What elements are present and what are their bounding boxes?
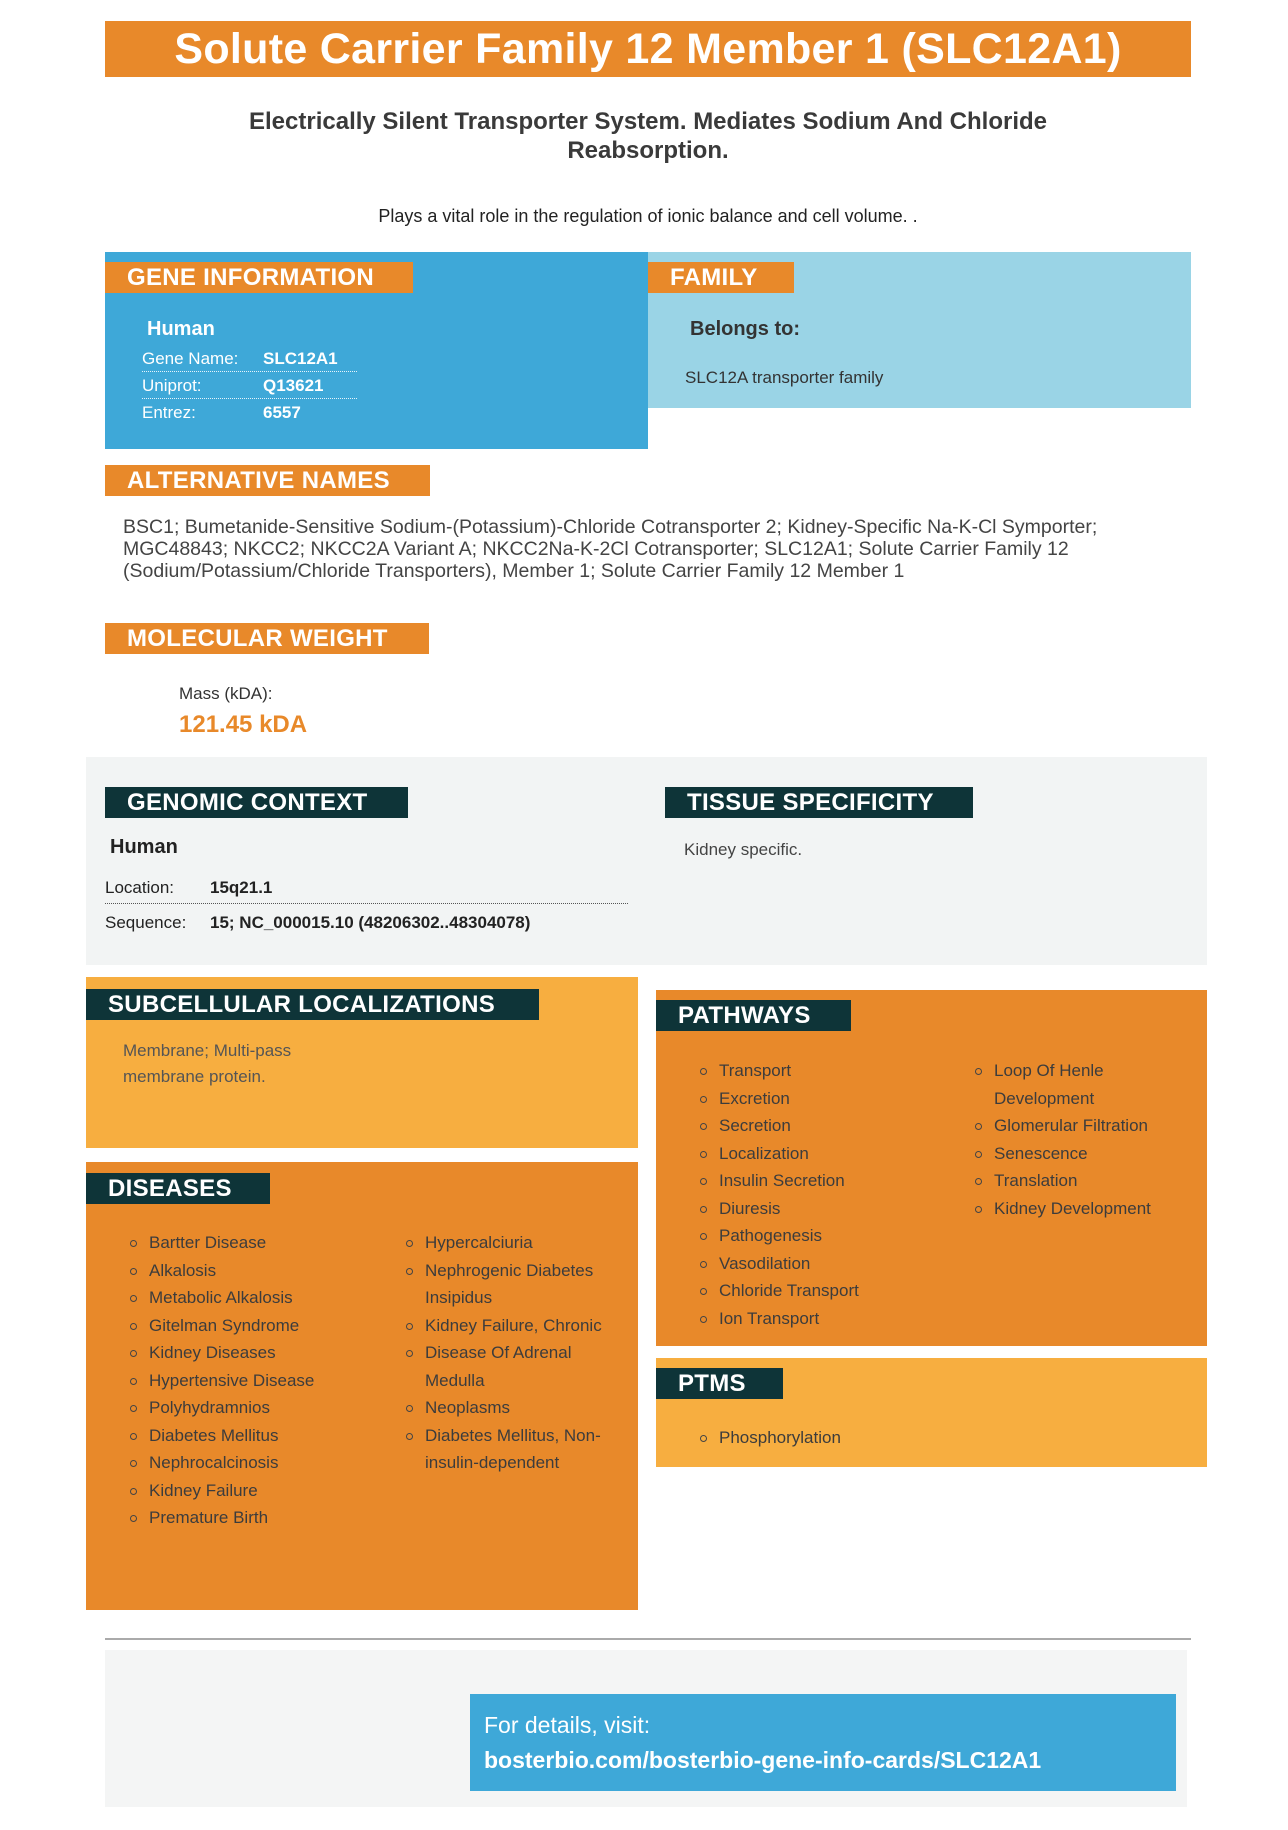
- list-item: Transport: [699, 1057, 934, 1085]
- list-item: Translation: [974, 1167, 1189, 1195]
- gene-species: Human: [147, 318, 215, 340]
- tissue-specificity-header: TISSUE SPECIFICITY: [665, 787, 973, 818]
- list-item: Hypertensive Disease: [129, 1367, 379, 1395]
- description: Plays a vital role in the regulation of ionic balance and cell volume. .: [378, 206, 918, 226]
- list-item: Bartter Disease: [129, 1229, 379, 1257]
- diseases-list-left: [129, 1229, 379, 1532]
- list-item: Alkalosis: [129, 1257, 379, 1285]
- tissue-specificity-value: Kidney specific.: [684, 840, 803, 859]
- sequence-label: Sequence:: [105, 913, 187, 932]
- ptms-list: [699, 1424, 999, 1452]
- genomic-context-header: GENOMIC CONTEXT: [105, 787, 408, 818]
- location-label: Location:: [105, 878, 174, 897]
- subtitle: Electrically Silent Transporter System. Mediates Sodium And Chloride Reabsorption.: [249, 108, 1047, 164]
- pathways-header: PATHWAYS: [656, 1000, 851, 1031]
- uniprot-value: Q13621: [263, 376, 324, 395]
- alternative-names-header: ALTERNATIVE NAMES: [105, 465, 430, 496]
- details-link[interactable]: bosterbio.com/bosterbio-gene-info-cards/SLC12A1: [484, 1747, 1042, 1773]
- list-item: Loop Of Henle Development: [974, 1057, 1189, 1112]
- molecular-weight-header: MOLECULAR WEIGHT: [105, 623, 429, 654]
- gene-name-label: Gene Name:: [142, 349, 239, 368]
- diseases-list-right: [405, 1229, 615, 1477]
- diseases-header: DISEASES: [86, 1173, 270, 1204]
- location-row: [105, 870, 628, 904]
- list-item: Glomerular Filtration: [974, 1112, 1189, 1140]
- list-item: Vasodilation: [699, 1250, 934, 1278]
- subcellular-localizations-value: Membrane; Multi-pass membrane protein.: [123, 1041, 292, 1086]
- list-item: Neoplasms: [405, 1394, 615, 1422]
- ptms-header: PTMS: [656, 1368, 783, 1399]
- list-item: Diabetes Mellitus: [129, 1422, 379, 1450]
- list-item: Nephrocalcinosis: [129, 1449, 379, 1477]
- pathways-list-right: [974, 1057, 1189, 1222]
- list-item: Localization: [699, 1140, 934, 1168]
- list-item: Phosphorylation: [699, 1424, 999, 1452]
- uniprot-row: [142, 372, 357, 399]
- list-item: Ion Transport: [699, 1305, 934, 1333]
- list-item: Diabetes Mellitus, Non-insulin-dependent: [405, 1422, 615, 1477]
- sequence-value: 15; NC_000015.10 (48206302..48304078): [210, 913, 531, 932]
- family-value: SLC12A transporter family: [685, 368, 884, 387]
- entrez-value: 6557: [263, 403, 301, 422]
- page-title: Solute Carrier Family 12 Member 1 (SLC12A1): [174, 25, 1122, 73]
- list-item: Senescence: [974, 1140, 1189, 1168]
- list-item: Kidney Failure: [129, 1477, 379, 1505]
- mass-label: Mass (kDA):: [179, 684, 273, 703]
- location-value: 15q21.1: [210, 878, 273, 897]
- list-item: Kidney Development: [974, 1195, 1189, 1223]
- details-label: For details, visit:: [484, 1712, 651, 1738]
- alternative-names-text: BSC1; Bumetanide-Sensitive Sodium-(Potassium)-Chloride Cotransporter 2; Kidney-Specific Na-K-Cl Symporter; MGC48843; NKCC2; NKCC2A Variant A; NKCC2Na-K-2Cl Cotransporter; SLC12A1; Solute Carrier Family 12 (Sodium/Potassium/Chloride Transporters), Member 1; Solute Carrier Family 12 Member 1: [123, 516, 1098, 582]
- pathways-list-left: [699, 1057, 934, 1332]
- uniprot-label: Uniprot:: [142, 376, 202, 395]
- list-item: Hypercalciuria: [405, 1229, 615, 1257]
- details-link-box[interactable]: [470, 1694, 1176, 1791]
- family-header: FAMILY: [648, 262, 794, 293]
- list-item: Nephrogenic Diabetes Insipidus: [405, 1257, 615, 1312]
- footer-divider: [105, 1638, 1191, 1640]
- list-item: Secretion: [699, 1112, 934, 1140]
- subcellular-localizations-header: SUBCELLULAR LOCALIZATIONS: [86, 989, 539, 1020]
- list-item: Polyhydramnios: [129, 1394, 379, 1422]
- gene-name-row: [142, 345, 357, 372]
- gene-name-value: SLC12A1: [263, 349, 338, 368]
- sequence-row: [105, 905, 628, 939]
- list-item: Chloride Transport: [699, 1277, 934, 1305]
- mass-value: 121.45 kDA: [179, 711, 308, 738]
- list-item: Kidney Diseases: [129, 1339, 379, 1367]
- list-item: Excretion: [699, 1085, 934, 1113]
- entrez-label: Entrez:: [142, 403, 196, 422]
- list-item: Pathogenesis: [699, 1222, 934, 1250]
- entrez-row: [142, 399, 357, 426]
- list-item: Insulin Secretion: [699, 1167, 934, 1195]
- list-item: Gitelman Syndrome: [129, 1312, 379, 1340]
- family-belongs-label: Belongs to:: [690, 318, 800, 340]
- list-item: Diuresis: [699, 1195, 934, 1223]
- list-item: Kidney Failure, Chronic: [405, 1312, 615, 1340]
- list-item: Disease Of Adrenal Medulla: [405, 1339, 615, 1394]
- list-item: Metabolic Alkalosis: [129, 1284, 379, 1312]
- gene-information-header: GENE INFORMATION: [105, 262, 413, 293]
- genomic-species: Human: [110, 836, 178, 858]
- list-item: Premature Birth: [129, 1504, 379, 1532]
